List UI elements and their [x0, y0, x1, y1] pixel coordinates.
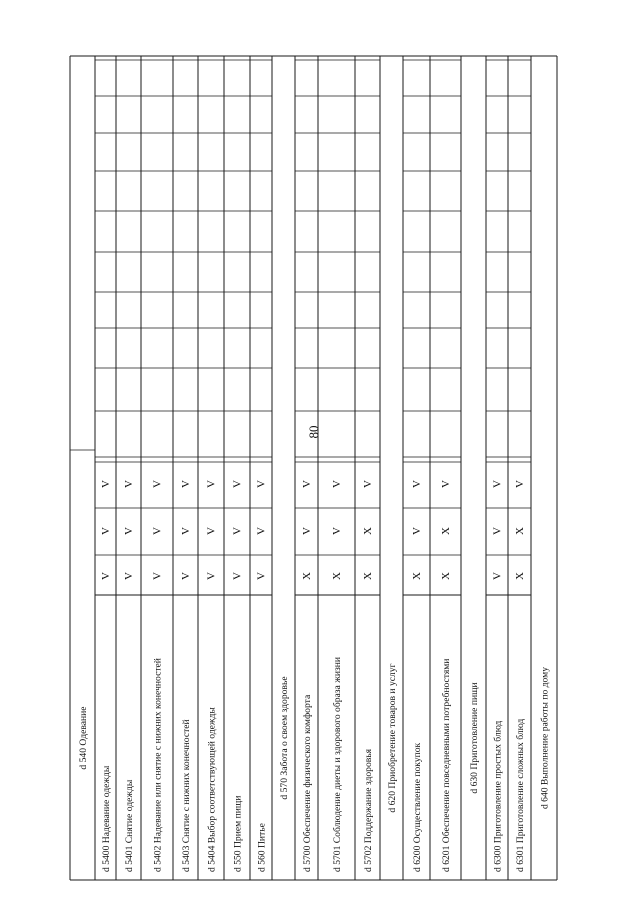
check-mark: V [100, 480, 112, 488]
check-mark: V [151, 527, 164, 535]
row-label: d 5702 Поддержание здоровья [363, 748, 374, 872]
cross-mark: X [514, 572, 526, 580]
section-header-label: d 570 Забота о своем здоровье [279, 676, 290, 800]
row-label: d 5402 Надевание или снятие с нижних конечностей [152, 658, 164, 872]
cross-mark: X [362, 572, 374, 580]
cross-mark: X [411, 572, 423, 580]
table-text [78, 480, 551, 872]
check-mark: V [362, 480, 374, 488]
check-mark: V [231, 572, 244, 580]
cross-mark: X [440, 572, 452, 580]
check-mark: V [255, 572, 268, 580]
row-label: d 5700 Обеспечение физического комфорта [302, 694, 313, 872]
section-header-label: d 640 Выполнение работы по дому [539, 666, 551, 810]
check-mark: V [231, 480, 244, 488]
row-label: d 6200 Осуществление покупок [412, 742, 423, 872]
page-number: 80 [306, 425, 321, 439]
row-label: d 6300 Приготовление простых блюд [492, 720, 504, 872]
table-grid [70, 56, 557, 880]
row-label: d 6301 Приготовление сложных блюд [515, 718, 526, 872]
check-mark: V [205, 480, 218, 488]
check-mark: V [180, 527, 192, 535]
cross-mark: X [362, 527, 374, 535]
cross-mark: X [301, 572, 313, 580]
check-mark: V [301, 480, 313, 488]
cross-mark: X [331, 572, 343, 580]
cross-mark: X [440, 527, 452, 535]
row-label: d 550 Прием пищи [232, 795, 244, 872]
check-mark: V [331, 527, 343, 535]
check-mark: V [205, 527, 218, 535]
row-label: d 560 Питье [256, 823, 268, 872]
check-mark: V [331, 480, 343, 488]
check-mark: V [491, 527, 504, 535]
row-label: d 5400 Надевание одежды [101, 765, 112, 872]
section-header-label: d 620 Приобретение товаров и услуг [387, 663, 398, 813]
check-mark: V [123, 527, 135, 535]
check-mark: V [100, 572, 112, 580]
section-header-label: d 630 Приготовление пищи [469, 682, 480, 794]
check-mark: V [514, 480, 526, 488]
check-mark: V [301, 527, 313, 535]
row-label: d 5404 Выбор соответствующей одежды [206, 707, 218, 872]
check-mark: V [411, 527, 423, 535]
check-mark: V [100, 527, 112, 535]
check-mark: V [151, 480, 164, 488]
check-mark: V [123, 572, 135, 580]
check-mark: V [180, 480, 192, 488]
row-label: d 5701 Соблюдение диеты и здорового образа жизни [332, 656, 343, 872]
check-mark: V [205, 572, 218, 580]
check-mark: V [491, 480, 504, 488]
check-mark: V [440, 480, 452, 488]
section-header-label: d 540 Одевание [78, 706, 89, 770]
check-mark: V [255, 480, 268, 488]
check-mark: V [255, 527, 268, 535]
check-mark: V [231, 527, 244, 535]
cross-mark: X [514, 527, 526, 535]
check-mark: V [491, 572, 504, 580]
row-label: d 5403 Снятие с нижних конечностей [181, 719, 192, 872]
row-label: d 6201 Обеспечение повседневными потребностями [441, 658, 452, 872]
row-label: d 5401 Снятие одежды [124, 779, 135, 872]
check-mark: V [151, 572, 164, 580]
check-mark: V [180, 572, 192, 580]
check-mark: V [411, 480, 423, 488]
check-mark: V [123, 480, 135, 488]
